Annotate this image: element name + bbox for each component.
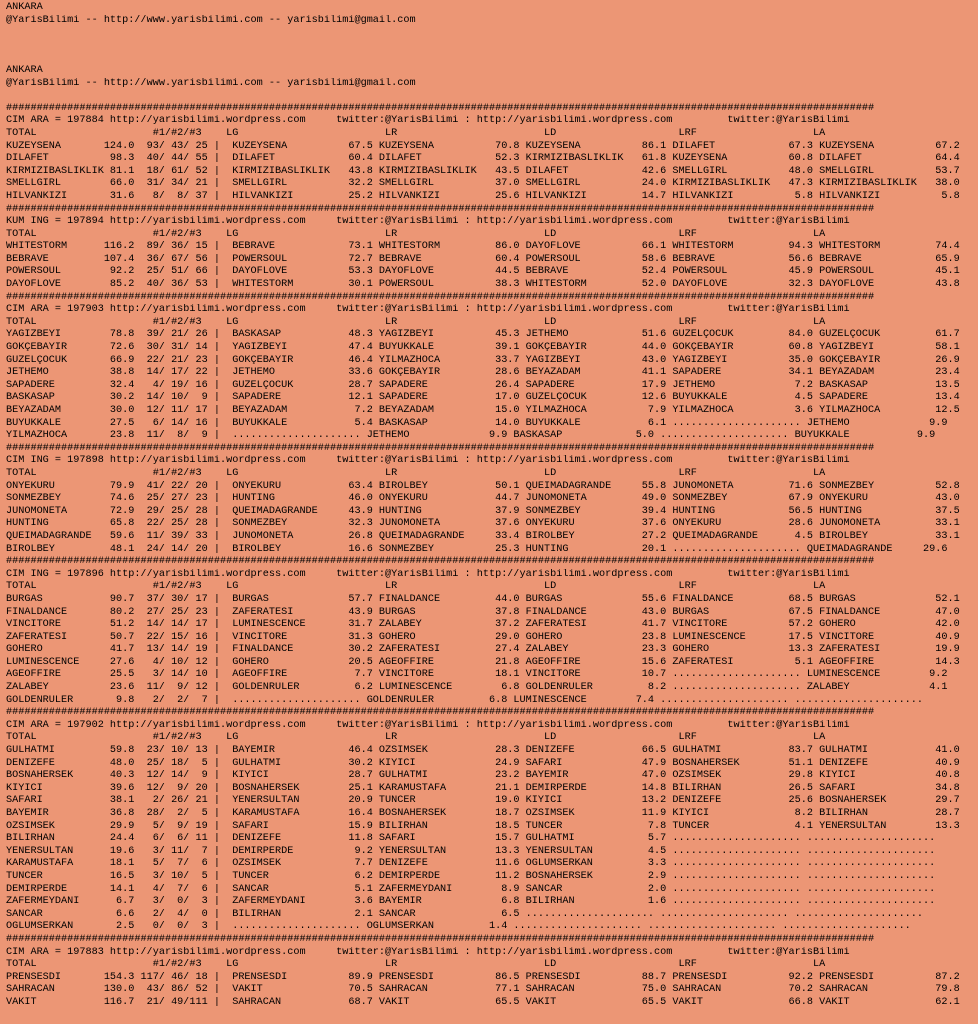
column-header: TOTAL #1/#2/#3 LG LR LD LRF LA (6, 127, 826, 139)
race-title: CIM ARA = 197902 http://yarisbilimi.wordpress.com twitter:@YarisBilimi : http://yarisbilimi.wordpress.com twitter:@YarisBilimi (6, 719, 850, 731)
table-row: GÜLHATMI 59.8 23/ 10/ 13 | BAYEMIR 46.4 ÖZSIMSEK 28.3 DENIZEFE 66.5 GÜLHATMI 83.7 GÜLHATMI 41.0 (6, 745, 960, 757)
table-row: HILVANKIZI 31.6 8/ 8/ 37 | HILVANKIZI 25.2 HILVANKIZI 25.6 HILVANKIZI 14.7 HILVANKIZI 5.8 HILVANKIZI 5.8 (6, 190, 960, 202)
table-row: TUNCER 16.5 3/ 10/ 5 | TUNCER 6.2 DEMIRPERDE 11.2 BOSNAHERSEK 2.9 ..................... ..................... (6, 870, 936, 882)
table-row: BURGAS 90.7 37/ 30/ 17 | BURGAS 57.7 FINALDANCE 44.0 BURGAS 55.6 FINALDANCE 68.5 BURGAS 52.1 (6, 593, 960, 605)
table-row: QUEIMADAGRANDE 59.6 11/ 39/ 33 | JUNOMONETA 26.8 QUEIMADAGRANDE 33.4 BIROLBEY 27.2 QUEIMADAGRANDE 4.5 BIROLBEY 33.1 (6, 530, 960, 542)
table-row: ZAFERATESI 50.7 22/ 15/ 16 | VINCITORE 31.3 GOHERO 29.0 GOHERO 23.8 LUMINESCENCE 17.5 VINCITORE 40.9 (6, 631, 960, 643)
table-row: BAYEMIR 36.8 28/ 2/ 5 | KARAMUSTAFA 16.4 BOSNAHERSEK 18.7 ÖZSIMSEK 11.9 KIYICI 8.2 BILIRHAN 28.7 (6, 808, 960, 819)
column-header: TOTAL #1/#2/#3 LG LR LD LRF LA (6, 228, 826, 240)
column-header: TOTAL #1/#2/#3 LG LR LD LRF LA (6, 959, 826, 971)
table-row: BILIRHAN 24.4 6/ 6/ 11 | DENIZEFE 11.8 SAFARI 15.7 GÜLHATMI 5.7 ..................... ..................... (6, 833, 936, 845)
race-section (6, 934, 978, 1010)
table-row: ÖZSIMSEK 29.9 5/ 9/ 19 | SAFARI 15.9 BILIRHAN 18.5 TUNCER 7.8 TUNCER 4.1 YENERSULTAN 13.3 (6, 820, 960, 832)
race-section (6, 443, 978, 556)
table-row: LUMINESCENCE 27.6 4/ 10/ 12 | GOHERO 20.5 AGEOFFIRE 21.8 AGEOFFIRE 15.6 ZAFERATESI 5.1 AGEOFFIRE 14.3 (6, 656, 960, 668)
separator-line: ############################################################################################################################################## (6, 291, 875, 303)
table-row: DEMIRPERDE 14.1 4/ 7/ 6 | SANCAR 5.1 ZAFERMEYDANI 8.9 SANCAR 2.0 ..................... ..................... (6, 883, 936, 895)
column-header: TOTAL #1/#2/#3 LG LR LD LRF LA (6, 581, 826, 593)
table-row: KARAMUSTAFA 18.1 5/ 7/ 6 | ÖZSIMSEK 7.7 DENIZEFE 11.6 OGLUMSERKAN 3.3 ..................... ..................... (6, 858, 936, 870)
separator-line: ############################################################################################################################################## (6, 442, 875, 454)
table-row: GÖKÇEBAYIR 72.6 30/ 31/ 14 | YAGIZBEYI 47.4 BÜYÜKKALE 39.1 GÖKÇEBAYIR 44.0 GÖKÇEBAYIR 60.8 YAGIZBEYI 58.1 (6, 342, 960, 354)
blank-line (6, 40, 978, 53)
column-header: TOTAL #1/#2/#3 LG LR LD LRF LA (6, 732, 826, 744)
blank-line (6, 90, 978, 103)
table-row: DENIZEFE 48.0 25/ 18/ 5 | GÜLHATMI 30.2 KIYICI 24.9 SAFARI 47.9 BOSNAHERSEK 51.1 DENIZEFE 40.9 (6, 757, 960, 769)
race-section (6, 292, 978, 443)
header-contact: @YarisBilimi -- http://www.yarisbilimi.com -- yarisbilimi@gmail.com (6, 14, 416, 26)
table-row: ZAFERMEYDANI 6.7 3/ 0/ 3 | ZAFERMEYDANI 3.6 BAYEMIR 6.8 BILIRHAN 1.6 ..................... ..................... (6, 896, 936, 908)
table-row: BOSNAHERSEK 40.3 12/ 14/ 9 | KIYICI 28.7 GÜLHATMI 23.2 BAYEMIR 47.0 ÖZSIMSEK 29.8 KIYICI 40.8 (6, 770, 960, 782)
table-row: ZALABEY 23.6 11/ 9/ 12 | GOLDENRULER 6.2 LUMINESCENCE 6.8 GOLDENRULER 8.2 ..................... ZALABEY 4.1 (6, 682, 948, 694)
header-city: ANKARA (6, 2, 43, 13)
race-list (6, 103, 978, 1010)
table-row: KUZEYSENA 124.0 93/ 43/ 25 | KUZEYSENA 67.5 KUZEYSENA 70.8 KUZEYSENA 86.1 DILAFET 67.3 KUZEYSENA 67.2 (6, 140, 960, 152)
race-title: CIM ARA = 197903 http://yarisbilimi.wordpress.com twitter:@YarisBilimi : http://yarisbilimi.wordpress.com twitter:@YarisBilimi (6, 304, 850, 316)
race-section (6, 204, 978, 292)
table-row: SAPADERE 32.4 4/ 19/ 16 | GÜZELÇOCUK 28.7 SAPADERE 26.4 SAPADERE 17.9 JETHEMO 7.2 BASKASAP 13.5 (6, 379, 960, 391)
table-row: YILMAZHOCA 23.8 11/ 8/ 9 | ..................... JETHEMO 9.9 BASKASAP 5.0 ..................... BÜYÜKKALE 9.9 (6, 430, 936, 442)
race-title: CIM ARA = 197883 http://yarisbilimi.wordpress.com twitter:@YarisBilimi : http://yarisbilimi.wordpress.com twitter:@YarisBilimi (6, 946, 850, 958)
table-row: JUNOMONETA 72.9 29/ 25/ 28 | QUEIMADAGRANDE 43.9 HUNTING 37.9 SÖNMEZBEY 39.4 HUNTING 56.5 HUNTING 37.5 (6, 505, 960, 517)
separator-line: ############################################################################################################################################## (6, 102, 875, 114)
table-row: SMELLGIRL 66.0 31/ 34/ 21 | SMELLGIRL 32.2 SMELLGIRL 37.0 SMELLGIRL 24.0 KIRMIZIBASLIKLIK 47.3 KIRMIZIBASLIKLIK 38.0 (6, 178, 960, 190)
table-row: FINALDANCE 80.2 27/ 25/ 23 | ZAFERATESI 43.9 BURGAS 37.8 FINALDANCE 43.0 BURGAS 67.5 FINALDANCE 47.0 (6, 606, 960, 618)
table-row: BASKASAP 30.2 14/ 10/ 9 | SAPADERE 12.1 SAPADERE 17.0 GÜZELÇOCUK 12.6 BÜYÜKKALE 4.5 SAPADERE 13.4 (6, 392, 960, 404)
table-row: BÜYÜKKALE 27.5 6/ 14/ 16 | BÜYÜKKALE 5.4 BASKASAP 14.0 BÜYÜKKALE 6.1 ..................... JETHEMO 9.9 (6, 417, 948, 429)
table-row: SANCAR 6.6 2/ 4/ 0 | BILIRHAN 2.1 SANCAR 6.5 ..................... ..................... ..................... (6, 908, 924, 920)
race-section (6, 103, 978, 204)
separator-line: ############################################################################################################################################## (6, 556, 875, 568)
table-row: BEBRAVE 107.4 36/ 67/ 56 | POWERSOUL 72.7 BEBRAVE 60.4 POWERSOUL 58.6 BEBRAVE 56.6 BEBRAVE 65.9 (6, 253, 960, 265)
table-row: ONYEKURU 79.9 41/ 22/ 20 | ONYEKURU 63.4 BIROLBEY 50.1 QUEIMADAGRANDE 55.8 JUNOMONETA 71.6 SÖNMEZBEY 52.8 (6, 480, 960, 492)
race-title: KUM ING = 197894 http://yarisbilimi.wordpress.com twitter:@YarisBilimi : http://yarisbilimi.wordpress.com twitter:@YarisBilimi (6, 216, 850, 228)
race-title: CIM ING = 197898 http://yarisbilimi.wordpress.com twitter:@YarisBilimi : http://yarisbilimi.wordpress.com twitter:@YarisBilimi (6, 455, 850, 467)
race-title: CIM ARA = 197884 http://yarisbilimi.wordpress.com twitter:@YarisBilimi : http://yarisbilimi.wordpress.com twitter:@YarisBilimi (6, 115, 850, 127)
separator-line: ############################################################################################################################################## (6, 707, 875, 719)
separator-line: ############################################################################################################################################## (6, 933, 875, 945)
column-header: TOTAL #1/#2/#3 LG LR LD LRF LA (6, 467, 826, 479)
table-row: VAKIT 116.7 21/ 49/111 | SAHRACAN 68.7 VAKIT 65.5 VAKIT 65.5 VAKIT 66.8 VAKIT 62.1 (6, 996, 960, 1008)
table-row: AGEOFFIRE 25.5 3/ 14/ 10 | AGEOFFIRE 7.7 VINCITORE 18.1 VINCITORE 10.7 ..................... LUMINESCENCE 9.2 (6, 669, 948, 681)
header-contact: @YarisBilimi -- http://www.yarisbilimi.com -- yarisbilimi@gmail.com (6, 77, 416, 89)
table-row: BIROLBEY 48.1 24/ 14/ 20 | BIROLBEY 16.6 SÖNMEZBEY 25.3 HUNTING 20.1 ..................... QUEIMADAGRANDE 29.6 (6, 543, 948, 555)
table-row: KIRMIZIBASLIKLIK 81.1 18/ 61/ 52 | KIRMIZIBASLIKLIK 43.8 KIRMIZIBASLIKLIK 43.5 DILAFET 42.6 SMELLGIRL 48.0 SMELLGIRL 53.7 (6, 165, 960, 177)
table-row: OGLUMSERKAN 2.5 0/ 0/ 3 | ..................... OGLUMSERKAN 1.4 ..................... ..................... ..................... (6, 921, 911, 933)
table-row: POWERSOUL 92.2 25/ 51/ 66 | DAYOFLOVE 53.3 DAYOFLOVE 44.5 BEBRAVE 52.4 POWERSOUL 45.9 POWERSOUL 45.1 (6, 266, 960, 278)
table-row: JETHEMO 38.8 14/ 17/ 22 | JETHEMO 33.6 GÖKÇEBAYIR 28.6 BEYAZADAM 41.1 SAPADERE 34.1 BEYAZADAM 23.4 (6, 367, 960, 379)
table-row: GÜZELÇOCUK 66.9 22/ 21/ 23 | GÖKÇEBAYIR 46.4 YILMAZHOCA 33.7 YAGIZBEYI 43.0 YAGIZBEYI 35.0 GÖKÇEBAYIR 26.9 (6, 354, 960, 366)
table-row: WHITESTORM 116.2 89/ 36/ 15 | BEBRAVE 73.1 WHITESTORM 86.0 DAYOFLOVE 66.1 WHITESTORM 94.3 WHITESTORM 74.4 (6, 241, 960, 253)
table-row: GOLDENRULER 9.8 2/ 2/ 7 | ..................... GOLDENRULER 6.8 LUMINESCENCE 7.4 ..................... ..................... (6, 694, 924, 706)
table-row: KIYICI 39.6 12/ 9/ 20 | BOSNAHERSEK 25.1 KARAMUSTAFA 21.1 DEMIRPERDE 14.8 BILIRHAN 26.5 SAFARI 34.8 (6, 782, 960, 794)
table-row: VINCITORE 51.2 14/ 14/ 17 | LUMINESCENCE 31.7 ZALABEY 37.2 ZAFERATESI 41.7 VINCITORE 57.2 GOHERO 42.0 (6, 619, 960, 631)
table-row: YENERSULTAN 19.6 3/ 11/ 7 | DEMIRPERDE 9.2 YENERSULTAN 13.3 YENERSULTAN 4.5 ..................... ..................... (6, 845, 936, 857)
table-row: PRENSESDI 154.3 117/ 46/ 18 | PRENSESDI 89.9 PRENSESDI 86.5 PRENSESDI 88.7 PRENSESDI 92.2 PRENSESDI 87.2 (6, 971, 960, 983)
table-row: SÖNMEZBEY 74.6 25/ 27/ 23 | HUNTING 46.0 ONYEKURU 44.7 JUNOMONETA 49.0 SÖNMEZBEY 67.9 ONYEKURU 43.0 (6, 493, 960, 505)
column-header: TOTAL #1/#2/#3 LG LR LD LRF LA (6, 316, 826, 328)
table-row: DAYOFLOVE 85.2 40/ 36/ 53 | WHITESTORM 30.1 POWERSOUL 38.3 WHITESTORM 52.0 DAYOFLOVE 32.3 DAYOFLOVE 43.8 (6, 279, 960, 291)
blank-line (6, 27, 978, 40)
table-row: GOHERO 41.7 13/ 14/ 19 | FINALDANCE 30.2 ZAFERATESI 27.4 ZALABEY 23.3 GOHERO 13.3 ZAFERATESI 19.9 (6, 644, 960, 656)
table-row: BEYAZADAM 30.0 12/ 11/ 17 | BEYAZADAM 7.2 BEYAZADAM 15.0 YILMAZHOCA 7.9 YILMAZHOCA 3.6 YILMAZHOCA 12.5 (6, 405, 960, 416)
table-row: DILAFET 98.3 40/ 44/ 55 | DILAFET 60.4 DILAFET 52.3 KIRMIZIBASLIKLIK 61.8 KUZEYSENA 60.8 DILAFET 64.4 (6, 153, 960, 165)
race-section (6, 556, 978, 707)
separator-line: ############################################################################################################################################## (6, 203, 875, 215)
blank-line (6, 52, 978, 65)
table-row: SAFARI 38.1 2/ 26/ 21 | YENERSULTAN 20.9 TUNCER 19.0 KIYICI 13.2 DENIZEFE 25.6 BOSNAHERSEK 29.7 (6, 795, 960, 807)
table-row: SAHRACAN 130.0 43/ 86/ 52 | VAKIT 70.5 SAHRACAN 77.1 SAHRACAN 75.0 SAHRACAN 70.2 SAHRACAN 79.8 (6, 984, 960, 996)
header-city: ANKARA (6, 64, 43, 76)
table-row: YAGIZBEYI 78.8 39/ 21/ 26 | BASKASAP 48.3 YAGIZBEYI 45.3 JETHEMO 51.6 GÜZELÇOCUK 84.0 GÜZELÇOCUK 61.7 (6, 329, 960, 341)
race-section (6, 707, 978, 934)
race-title: CIM ING = 197896 http://yarisbilimi.wordpress.com twitter:@YarisBilimi : http://yarisbilimi.wordpress.com twitter:@YarisBilimi (6, 568, 850, 580)
table-row: HUNTING 65.8 22/ 25/ 28 | SÖNMEZBEY 32.3 JUNOMONETA 37.6 ONYEKURU 37.6 ONYEKURU 28.6 JUNOMONETA 33.1 (6, 518, 960, 530)
